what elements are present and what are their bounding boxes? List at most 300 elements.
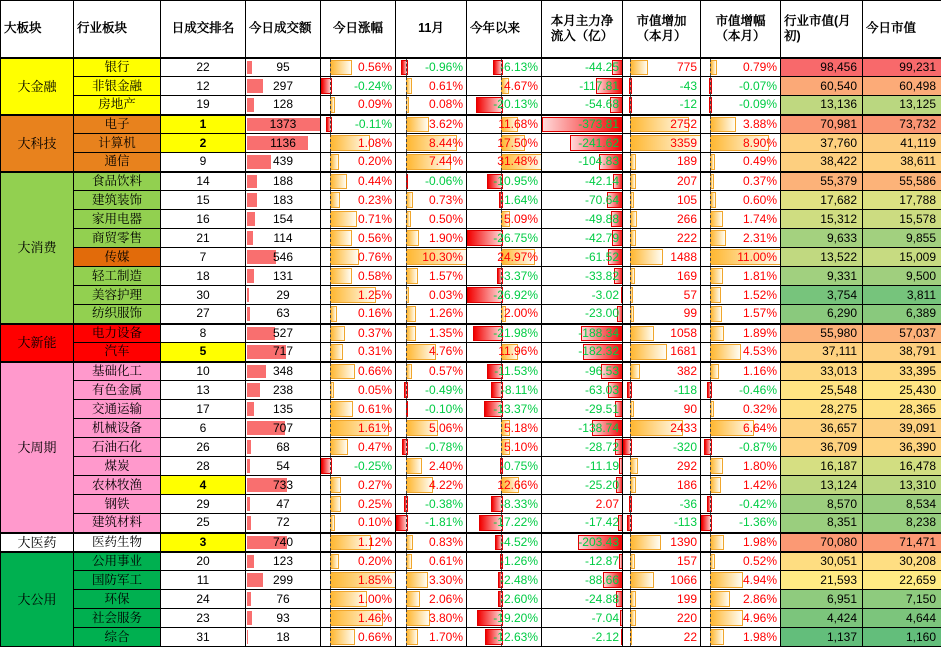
cap-increase-pct-cell[interactable]: -0.42% <box>701 495 781 514</box>
rank-cell[interactable]: 28 <box>161 457 246 476</box>
inflow-cell[interactable]: -3.02 <box>542 286 623 305</box>
header-cap-increase[interactable]: 市值增加（本月） <box>623 1 701 58</box>
ytd-change-cell[interactable]: -10.95% <box>467 172 542 191</box>
rank-cell[interactable]: 30 <box>161 286 246 305</box>
cap-increase-pct-cell[interactable]: 6.64% <box>701 419 781 438</box>
volume-cell[interactable]: 183 <box>246 191 321 210</box>
cap-increase-pct-cell[interactable]: 2.31% <box>701 229 781 248</box>
ytd-change-cell[interactable]: -26.75% <box>467 229 542 248</box>
header-month-net-inflow[interactable]: 本月主力净流入（亿） <box>542 1 623 58</box>
industry-cell[interactable]: 商贸零售 <box>74 229 161 248</box>
ytd-change-cell[interactable]: 2.00% <box>467 305 542 324</box>
industry-cell[interactable]: 环保 <box>74 590 161 609</box>
cap-increase-pct-cell[interactable]: 2.86% <box>701 590 781 609</box>
cap-increase-cell[interactable]: 2433 <box>623 419 701 438</box>
cap-increase-cell[interactable]: 382 <box>623 362 701 381</box>
cap-today-cell[interactable]: 6,389 <box>863 305 941 324</box>
inflow-cell[interactable]: -182.32 <box>542 343 623 362</box>
cap-increase-pct-cell[interactable]: 1.42% <box>701 476 781 495</box>
nov-change-cell[interactable]: -0.49% <box>396 381 467 400</box>
rank-cell[interactable]: 26 <box>161 438 246 457</box>
inflow-cell[interactable]: -7.04 <box>542 609 623 628</box>
today-change-cell[interactable]: 0.10% <box>321 514 396 533</box>
inflow-cell[interactable]: -49.88 <box>542 210 623 229</box>
inflow-cell[interactable]: -188.34 <box>542 324 623 343</box>
volume-cell[interactable]: 47 <box>246 495 321 514</box>
inflow-cell[interactable]: -2.12 <box>542 628 623 647</box>
rank-cell[interactable]: 2 <box>161 134 246 153</box>
header-daily-volume-rank[interactable]: 日成交排名 <box>161 1 246 58</box>
industry-cell[interactable]: 建筑材料 <box>74 514 161 533</box>
industry-cell[interactable]: 通信 <box>74 153 161 172</box>
cap-increase-cell[interactable]: 1390 <box>623 533 701 552</box>
cap-today-cell[interactable]: 16,478 <box>863 457 941 476</box>
cap-increase-pct-cell[interactable]: 3.88% <box>701 115 781 134</box>
rank-cell[interactable]: 11 <box>161 571 246 590</box>
today-change-cell[interactable]: 0.66% <box>321 628 396 647</box>
cap-increase-pct-cell[interactable]: 0.52% <box>701 552 781 571</box>
cap-increase-cell[interactable]: 1058 <box>623 324 701 343</box>
cap-increase-pct-cell[interactable]: -0.87% <box>701 438 781 457</box>
ytd-change-cell[interactable]: 24.97% <box>467 248 542 267</box>
cap-today-cell[interactable]: 57,037 <box>863 324 941 343</box>
cap-today-cell[interactable]: 39,091 <box>863 419 941 438</box>
cap-increase-cell[interactable]: 90 <box>623 400 701 419</box>
cap-increase-pct-cell[interactable]: 1.74% <box>701 210 781 229</box>
nov-change-cell[interactable]: -0.96% <box>396 58 467 77</box>
nov-change-cell[interactable]: 3.62% <box>396 115 467 134</box>
rank-cell[interactable]: 23 <box>161 609 246 628</box>
industry-cell[interactable]: 轻工制造 <box>74 267 161 286</box>
cap-today-cell[interactable]: 38,791 <box>863 343 941 362</box>
cap-today-cell[interactable]: 30,208 <box>863 552 941 571</box>
inflow-cell[interactable]: -44.25 <box>542 58 623 77</box>
industry-cell[interactable]: 非银金融 <box>74 77 161 96</box>
ytd-change-cell[interactable]: 11.68% <box>467 115 542 134</box>
nov-change-cell[interactable]: -0.06% <box>396 172 467 191</box>
nov-change-cell[interactable]: 3.30% <box>396 571 467 590</box>
nov-change-cell[interactable]: -0.38% <box>396 495 467 514</box>
volume-cell[interactable]: 348 <box>246 362 321 381</box>
rank-cell[interactable]: 19 <box>161 96 246 115</box>
ytd-change-cell[interactable]: 17.50% <box>467 134 542 153</box>
volume-cell[interactable]: 114 <box>246 229 321 248</box>
ytd-change-cell[interactable]: -0.75% <box>467 457 542 476</box>
cap-increase-pct-cell[interactable]: 4.94% <box>701 571 781 590</box>
rank-cell[interactable]: 17 <box>161 400 246 419</box>
ytd-change-cell[interactable]: -19.20% <box>467 609 542 628</box>
ytd-change-cell[interactable]: -17.22% <box>467 514 542 533</box>
cap-month-start-cell[interactable]: 8,570 <box>781 495 863 514</box>
ytd-change-cell[interactable]: 5.18% <box>467 419 542 438</box>
today-change-cell[interactable]: 1.25% <box>321 286 396 305</box>
today-change-cell[interactable]: 0.61% <box>321 400 396 419</box>
header-november[interactable]: 11月 <box>396 1 467 58</box>
industry-cell[interactable]: 计算机 <box>74 134 161 153</box>
ytd-change-cell[interactable]: -21.98% <box>467 324 542 343</box>
volume-cell[interactable]: 54 <box>246 457 321 476</box>
today-change-cell[interactable]: 0.47% <box>321 438 396 457</box>
industry-cell[interactable]: 纺织服饰 <box>74 305 161 324</box>
cap-today-cell[interactable]: 99,231 <box>863 58 941 77</box>
nov-change-cell[interactable]: 8.44% <box>396 134 467 153</box>
inflow-cell[interactable]: -203.43 <box>542 533 623 552</box>
today-change-cell[interactable]: 0.66% <box>321 362 396 381</box>
volume-cell[interactable]: 238 <box>246 381 321 400</box>
volume-cell[interactable]: 707 <box>246 419 321 438</box>
industry-cell[interactable]: 交通运输 <box>74 400 161 419</box>
cap-today-cell[interactable]: 38,611 <box>863 153 941 172</box>
industry-cell[interactable]: 煤炭 <box>74 457 161 476</box>
volume-cell[interactable]: 131 <box>246 267 321 286</box>
cap-month-start-cell[interactable]: 17,682 <box>781 191 863 210</box>
industry-cell[interactable]: 食品饮料 <box>74 172 161 191</box>
volume-cell[interactable]: 733 <box>246 476 321 495</box>
inflow-cell[interactable]: -104.83 <box>542 153 623 172</box>
cap-today-cell[interactable]: 15,578 <box>863 210 941 229</box>
cap-month-start-cell[interactable]: 30,051 <box>781 552 863 571</box>
cap-increase-cell[interactable]: 775 <box>623 58 701 77</box>
cap-increase-cell[interactable]: 266 <box>623 210 701 229</box>
rank-cell[interactable]: 14 <box>161 172 246 191</box>
industry-cell[interactable]: 银行 <box>74 58 161 77</box>
inflow-cell[interactable]: -70.64 <box>542 191 623 210</box>
nov-change-cell[interactable]: -0.78% <box>396 438 467 457</box>
industry-cell[interactable]: 石油石化 <box>74 438 161 457</box>
industry-cell[interactable]: 家用电器 <box>74 210 161 229</box>
industry-cell[interactable]: 美容护理 <box>74 286 161 305</box>
ytd-change-cell[interactable]: 4.67% <box>467 77 542 96</box>
cap-month-start-cell[interactable]: 55,379 <box>781 172 863 191</box>
ytd-change-cell[interactable]: -8.33% <box>467 495 542 514</box>
rank-cell[interactable]: 13 <box>161 381 246 400</box>
nov-change-cell[interactable]: 7.44% <box>396 153 467 172</box>
industry-cell[interactable]: 电力设备 <box>74 324 161 343</box>
today-change-cell[interactable]: 0.76% <box>321 248 396 267</box>
nov-change-cell[interactable]: 2.40% <box>396 457 467 476</box>
inflow-cell[interactable]: -42.79 <box>542 229 623 248</box>
ytd-change-cell[interactable]: -1.26% <box>467 552 542 571</box>
nov-change-cell[interactable]: 4.76% <box>396 343 467 362</box>
cap-increase-pct-cell[interactable]: 4.53% <box>701 343 781 362</box>
cap-increase-cell[interactable]: 292 <box>623 457 701 476</box>
cap-month-start-cell[interactable]: 55,980 <box>781 324 863 343</box>
cap-month-start-cell[interactable]: 36,709 <box>781 438 863 457</box>
rank-cell[interactable]: 20 <box>161 552 246 571</box>
header-sector[interactable]: 大板块 <box>1 1 74 58</box>
cap-increase-cell[interactable]: 2752 <box>623 115 701 134</box>
volume-cell[interactable]: 299 <box>246 571 321 590</box>
industry-cell[interactable]: 传媒 <box>74 248 161 267</box>
today-change-cell[interactable]: 0.09% <box>321 96 396 115</box>
nov-change-cell[interactable]: 1.90% <box>396 229 467 248</box>
today-change-cell[interactable]: 1.61% <box>321 419 396 438</box>
inflow-cell[interactable]: -24.88 <box>542 590 623 609</box>
volume-cell[interactable]: 1136 <box>246 134 321 153</box>
nov-change-cell[interactable]: 0.73% <box>396 191 467 210</box>
inflow-cell[interactable]: -23.00 <box>542 305 623 324</box>
rank-cell[interactable]: 22 <box>161 58 246 77</box>
nov-change-cell[interactable]: 0.57% <box>396 362 467 381</box>
cap-month-start-cell[interactable]: 28,275 <box>781 400 863 419</box>
cap-month-start-cell[interactable]: 13,522 <box>781 248 863 267</box>
cap-month-start-cell[interactable]: 16,187 <box>781 457 863 476</box>
sector-group-cell[interactable]: 大新能 <box>1 324 74 362</box>
cap-increase-pct-cell[interactable]: 1.81% <box>701 267 781 286</box>
volume-cell[interactable]: 95 <box>246 58 321 77</box>
inflow-cell[interactable]: -28.72 <box>542 438 623 457</box>
today-change-cell[interactable]: 0.16% <box>321 305 396 324</box>
cap-increase-pct-cell[interactable]: 1.16% <box>701 362 781 381</box>
volume-cell[interactable]: 546 <box>246 248 321 267</box>
rank-cell[interactable]: 18 <box>161 267 246 286</box>
nov-change-cell[interactable]: -0.10% <box>396 400 467 419</box>
cap-increase-pct-cell[interactable]: 0.32% <box>701 400 781 419</box>
cap-increase-cell[interactable]: 1066 <box>623 571 701 590</box>
ytd-change-cell[interactable]: -2.60% <box>467 590 542 609</box>
today-change-cell[interactable]: 1.08% <box>321 134 396 153</box>
volume-cell[interactable]: 123 <box>246 552 321 571</box>
volume-cell[interactable]: 740 <box>246 533 321 552</box>
header-cap-today[interactable]: 今日市值 <box>863 1 941 58</box>
cap-increase-pct-cell[interactable]: 1.80% <box>701 457 781 476</box>
nov-change-cell[interactable]: 1.57% <box>396 267 467 286</box>
nov-change-cell[interactable]: 0.03% <box>396 286 467 305</box>
sector-group-cell[interactable]: 大消费 <box>1 172 74 324</box>
nov-change-cell[interactable]: 1.35% <box>396 324 467 343</box>
cap-increase-cell[interactable]: 222 <box>623 229 701 248</box>
ytd-change-cell[interactable]: -20.13% <box>467 96 542 115</box>
nov-change-cell[interactable]: 0.61% <box>396 77 467 96</box>
cap-month-start-cell[interactable]: 9,331 <box>781 267 863 286</box>
sector-group-cell[interactable]: 大金融 <box>1 58 74 115</box>
cap-month-start-cell[interactable]: 25,548 <box>781 381 863 400</box>
nov-change-cell[interactable]: 2.06% <box>396 590 467 609</box>
nov-change-cell[interactable]: 3.80% <box>396 609 467 628</box>
industry-cell[interactable]: 农林牧渔 <box>74 476 161 495</box>
ytd-change-cell[interactable]: -13.37% <box>467 400 542 419</box>
cap-month-start-cell[interactable]: 21,593 <box>781 571 863 590</box>
ytd-change-cell[interactable]: -3.37% <box>467 267 542 286</box>
rank-cell[interactable]: 29 <box>161 495 246 514</box>
today-change-cell[interactable]: 0.56% <box>321 58 396 77</box>
cap-month-start-cell[interactable]: 60,540 <box>781 77 863 96</box>
ytd-change-cell[interactable]: 5.10% <box>467 438 542 457</box>
industry-cell[interactable]: 有色金属 <box>74 381 161 400</box>
cap-today-cell[interactable]: 1,160 <box>863 628 941 647</box>
cap-month-start-cell[interactable]: 6,290 <box>781 305 863 324</box>
cap-increase-pct-cell[interactable]: 8.90% <box>701 134 781 153</box>
cap-today-cell[interactable]: 73,732 <box>863 115 941 134</box>
cap-increase-cell[interactable]: 57 <box>623 286 701 305</box>
cap-month-start-cell[interactable]: 13,136 <box>781 96 863 115</box>
today-change-cell[interactable]: 0.71% <box>321 210 396 229</box>
today-change-cell[interactable]: 1.00% <box>321 590 396 609</box>
volume-cell[interactable]: 135 <box>246 400 321 419</box>
rank-cell[interactable]: 27 <box>161 305 246 324</box>
cap-month-start-cell[interactable]: 70,080 <box>781 533 863 552</box>
header-ytd[interactable]: 今年以来 <box>467 1 542 58</box>
industry-cell[interactable]: 房地产 <box>74 96 161 115</box>
inflow-cell[interactable]: -63.03 <box>542 381 623 400</box>
volume-cell[interactable]: 439 <box>246 153 321 172</box>
rank-cell[interactable]: 9 <box>161 153 246 172</box>
cap-increase-cell[interactable]: 105 <box>623 191 701 210</box>
cap-today-cell[interactable]: 3,811 <box>863 286 941 305</box>
nov-change-cell[interactable]: 0.50% <box>396 210 467 229</box>
cap-today-cell[interactable]: 7,150 <box>863 590 941 609</box>
ytd-change-cell[interactable]: -11.53% <box>467 362 542 381</box>
ytd-change-cell[interactable]: -2.48% <box>467 571 542 590</box>
industry-cell[interactable]: 公用事业 <box>74 552 161 571</box>
inflow-cell[interactable]: -117.81 <box>542 77 623 96</box>
cap-today-cell[interactable]: 28,365 <box>863 400 941 419</box>
cap-month-start-cell[interactable]: 36,657 <box>781 419 863 438</box>
today-change-cell[interactable]: 0.56% <box>321 229 396 248</box>
cap-increase-cell[interactable]: 3359 <box>623 134 701 153</box>
volume-cell[interactable]: 717 <box>246 343 321 362</box>
cap-increase-cell[interactable]: 22 <box>623 628 701 647</box>
cap-increase-pct-cell[interactable]: -0.09% <box>701 96 781 115</box>
today-change-cell[interactable]: 0.37% <box>321 324 396 343</box>
volume-cell[interactable]: 72 <box>246 514 321 533</box>
rank-cell[interactable]: 6 <box>161 419 246 438</box>
cap-today-cell[interactable]: 17,788 <box>863 191 941 210</box>
industry-cell[interactable]: 钢铁 <box>74 495 161 514</box>
rank-cell[interactable]: 15 <box>161 191 246 210</box>
industry-cell[interactable]: 医药生物 <box>74 533 161 552</box>
inflow-cell[interactable]: -138.74 <box>542 419 623 438</box>
cap-increase-cell[interactable]: -36 <box>623 495 701 514</box>
cap-increase-pct-cell[interactable]: 1.98% <box>701 533 781 552</box>
cap-today-cell[interactable]: 71,471 <box>863 533 941 552</box>
today-change-cell[interactable]: 1.46% <box>321 609 396 628</box>
cap-increase-pct-cell[interactable]: 1.57% <box>701 305 781 324</box>
today-change-cell[interactable]: 0.05% <box>321 381 396 400</box>
nov-change-cell[interactable]: 1.70% <box>396 628 467 647</box>
cap-month-start-cell[interactable]: 37,111 <box>781 343 863 362</box>
industry-cell[interactable]: 综合 <box>74 628 161 647</box>
industry-cell[interactable]: 电子 <box>74 115 161 134</box>
volume-cell[interactable]: 128 <box>246 96 321 115</box>
cap-today-cell[interactable]: 13,125 <box>863 96 941 115</box>
cap-increase-cell[interactable]: 1681 <box>623 343 701 362</box>
ytd-change-cell[interactable]: -4.52% <box>467 533 542 552</box>
cap-increase-cell[interactable]: 220 <box>623 609 701 628</box>
volume-cell[interactable]: 29 <box>246 286 321 305</box>
rank-cell[interactable]: 31 <box>161 628 246 647</box>
cap-increase-cell[interactable]: -113 <box>623 514 701 533</box>
cap-increase-pct-cell[interactable]: 0.49% <box>701 153 781 172</box>
sector-group-cell[interactable]: 大公用 <box>1 552 74 647</box>
cap-today-cell[interactable]: 4,644 <box>863 609 941 628</box>
inflow-cell[interactable]: -54.68 <box>542 96 623 115</box>
cap-increase-cell[interactable]: 169 <box>623 267 701 286</box>
today-change-cell[interactable]: 0.44% <box>321 172 396 191</box>
rank-cell[interactable]: 4 <box>161 476 246 495</box>
industry-cell[interactable]: 国防军工 <box>74 571 161 590</box>
cap-increase-pct-cell[interactable]: 1.89% <box>701 324 781 343</box>
cap-increase-pct-cell[interactable]: 0.60% <box>701 191 781 210</box>
today-change-cell[interactable]: 0.20% <box>321 153 396 172</box>
cap-month-start-cell[interactable]: 9,633 <box>781 229 863 248</box>
nov-change-cell[interactable]: 5.06% <box>396 419 467 438</box>
header-today-change[interactable]: 今日涨幅 <box>321 1 396 58</box>
volume-cell[interactable]: 93 <box>246 609 321 628</box>
cap-increase-pct-cell[interactable]: 1.52% <box>701 286 781 305</box>
industry-cell[interactable]: 汽车 <box>74 343 161 362</box>
ytd-change-cell[interactable]: 5.09% <box>467 210 542 229</box>
cap-increase-cell[interactable]: 1488 <box>623 248 701 267</box>
inflow-cell[interactable]: -11.19 <box>542 457 623 476</box>
sector-group-cell[interactable]: 大周期 <box>1 362 74 533</box>
cap-increase-cell[interactable]: 189 <box>623 153 701 172</box>
cap-today-cell[interactable]: 36,390 <box>863 438 941 457</box>
header-cap-month-start[interactable]: 行业市值(月初) <box>781 1 863 58</box>
industry-cell[interactable]: 建筑装饰 <box>74 191 161 210</box>
inflow-cell[interactable]: -29.51 <box>542 400 623 419</box>
cap-increase-cell[interactable]: 207 <box>623 172 701 191</box>
inflow-cell[interactable]: -88.66 <box>542 571 623 590</box>
ytd-change-cell[interactable]: -6.13% <box>467 58 542 77</box>
cap-today-cell[interactable]: 15,009 <box>863 248 941 267</box>
header-today-volume[interactable]: 今日成交额 <box>246 1 321 58</box>
cap-today-cell[interactable]: 9,855 <box>863 229 941 248</box>
cap-month-start-cell[interactable]: 13,124 <box>781 476 863 495</box>
nov-change-cell[interactable]: 4.22% <box>396 476 467 495</box>
ytd-change-cell[interactable]: 12.66% <box>467 476 542 495</box>
inflow-cell[interactable]: -42.14 <box>542 172 623 191</box>
ytd-change-cell[interactable]: -12.63% <box>467 628 542 647</box>
rank-cell[interactable]: 12 <box>161 77 246 96</box>
rank-cell[interactable]: 21 <box>161 229 246 248</box>
nov-change-cell[interactable]: -1.81% <box>396 514 467 533</box>
header-industry[interactable]: 行业板块 <box>74 1 161 58</box>
today-change-cell[interactable]: 0.23% <box>321 191 396 210</box>
cap-month-start-cell[interactable]: 1,137 <box>781 628 863 647</box>
ytd-change-cell[interactable]: -1.64% <box>467 191 542 210</box>
cap-today-cell[interactable]: 25,430 <box>863 381 941 400</box>
cap-today-cell[interactable]: 8,238 <box>863 514 941 533</box>
nov-change-cell[interactable]: 10.30% <box>396 248 467 267</box>
industry-cell[interactable]: 基础化工 <box>74 362 161 381</box>
inflow-cell[interactable]: 2.07 <box>542 495 623 514</box>
cap-today-cell[interactable]: 33,395 <box>863 362 941 381</box>
volume-cell[interactable]: 188 <box>246 172 321 191</box>
inflow-cell[interactable]: -17.42 <box>542 514 623 533</box>
cap-today-cell[interactable]: 9,500 <box>863 267 941 286</box>
cap-increase-pct-cell[interactable]: 4.96% <box>701 609 781 628</box>
rank-cell[interactable]: 3 <box>161 533 246 552</box>
cap-today-cell[interactable]: 60,498 <box>863 77 941 96</box>
rank-cell[interactable]: 24 <box>161 590 246 609</box>
cap-increase-pct-cell[interactable]: -0.07% <box>701 77 781 96</box>
ytd-change-cell[interactable]: 11.96% <box>467 343 542 362</box>
volume-cell[interactable]: 527 <box>246 324 321 343</box>
cap-increase-pct-cell[interactable]: 0.37% <box>701 172 781 191</box>
rank-cell[interactable]: 1 <box>161 115 246 134</box>
ytd-change-cell[interactable]: -26.92% <box>467 286 542 305</box>
cap-month-start-cell[interactable]: 33,013 <box>781 362 863 381</box>
cap-month-start-cell[interactable]: 70,981 <box>781 115 863 134</box>
cap-today-cell[interactable]: 41,119 <box>863 134 941 153</box>
today-change-cell[interactable]: 1.85% <box>321 571 396 590</box>
today-change-cell[interactable]: 1.12% <box>321 533 396 552</box>
cap-today-cell[interactable]: 22,659 <box>863 571 941 590</box>
cap-month-start-cell[interactable]: 37,760 <box>781 134 863 153</box>
volume-cell[interactable]: 68 <box>246 438 321 457</box>
rank-cell[interactable]: 8 <box>161 324 246 343</box>
